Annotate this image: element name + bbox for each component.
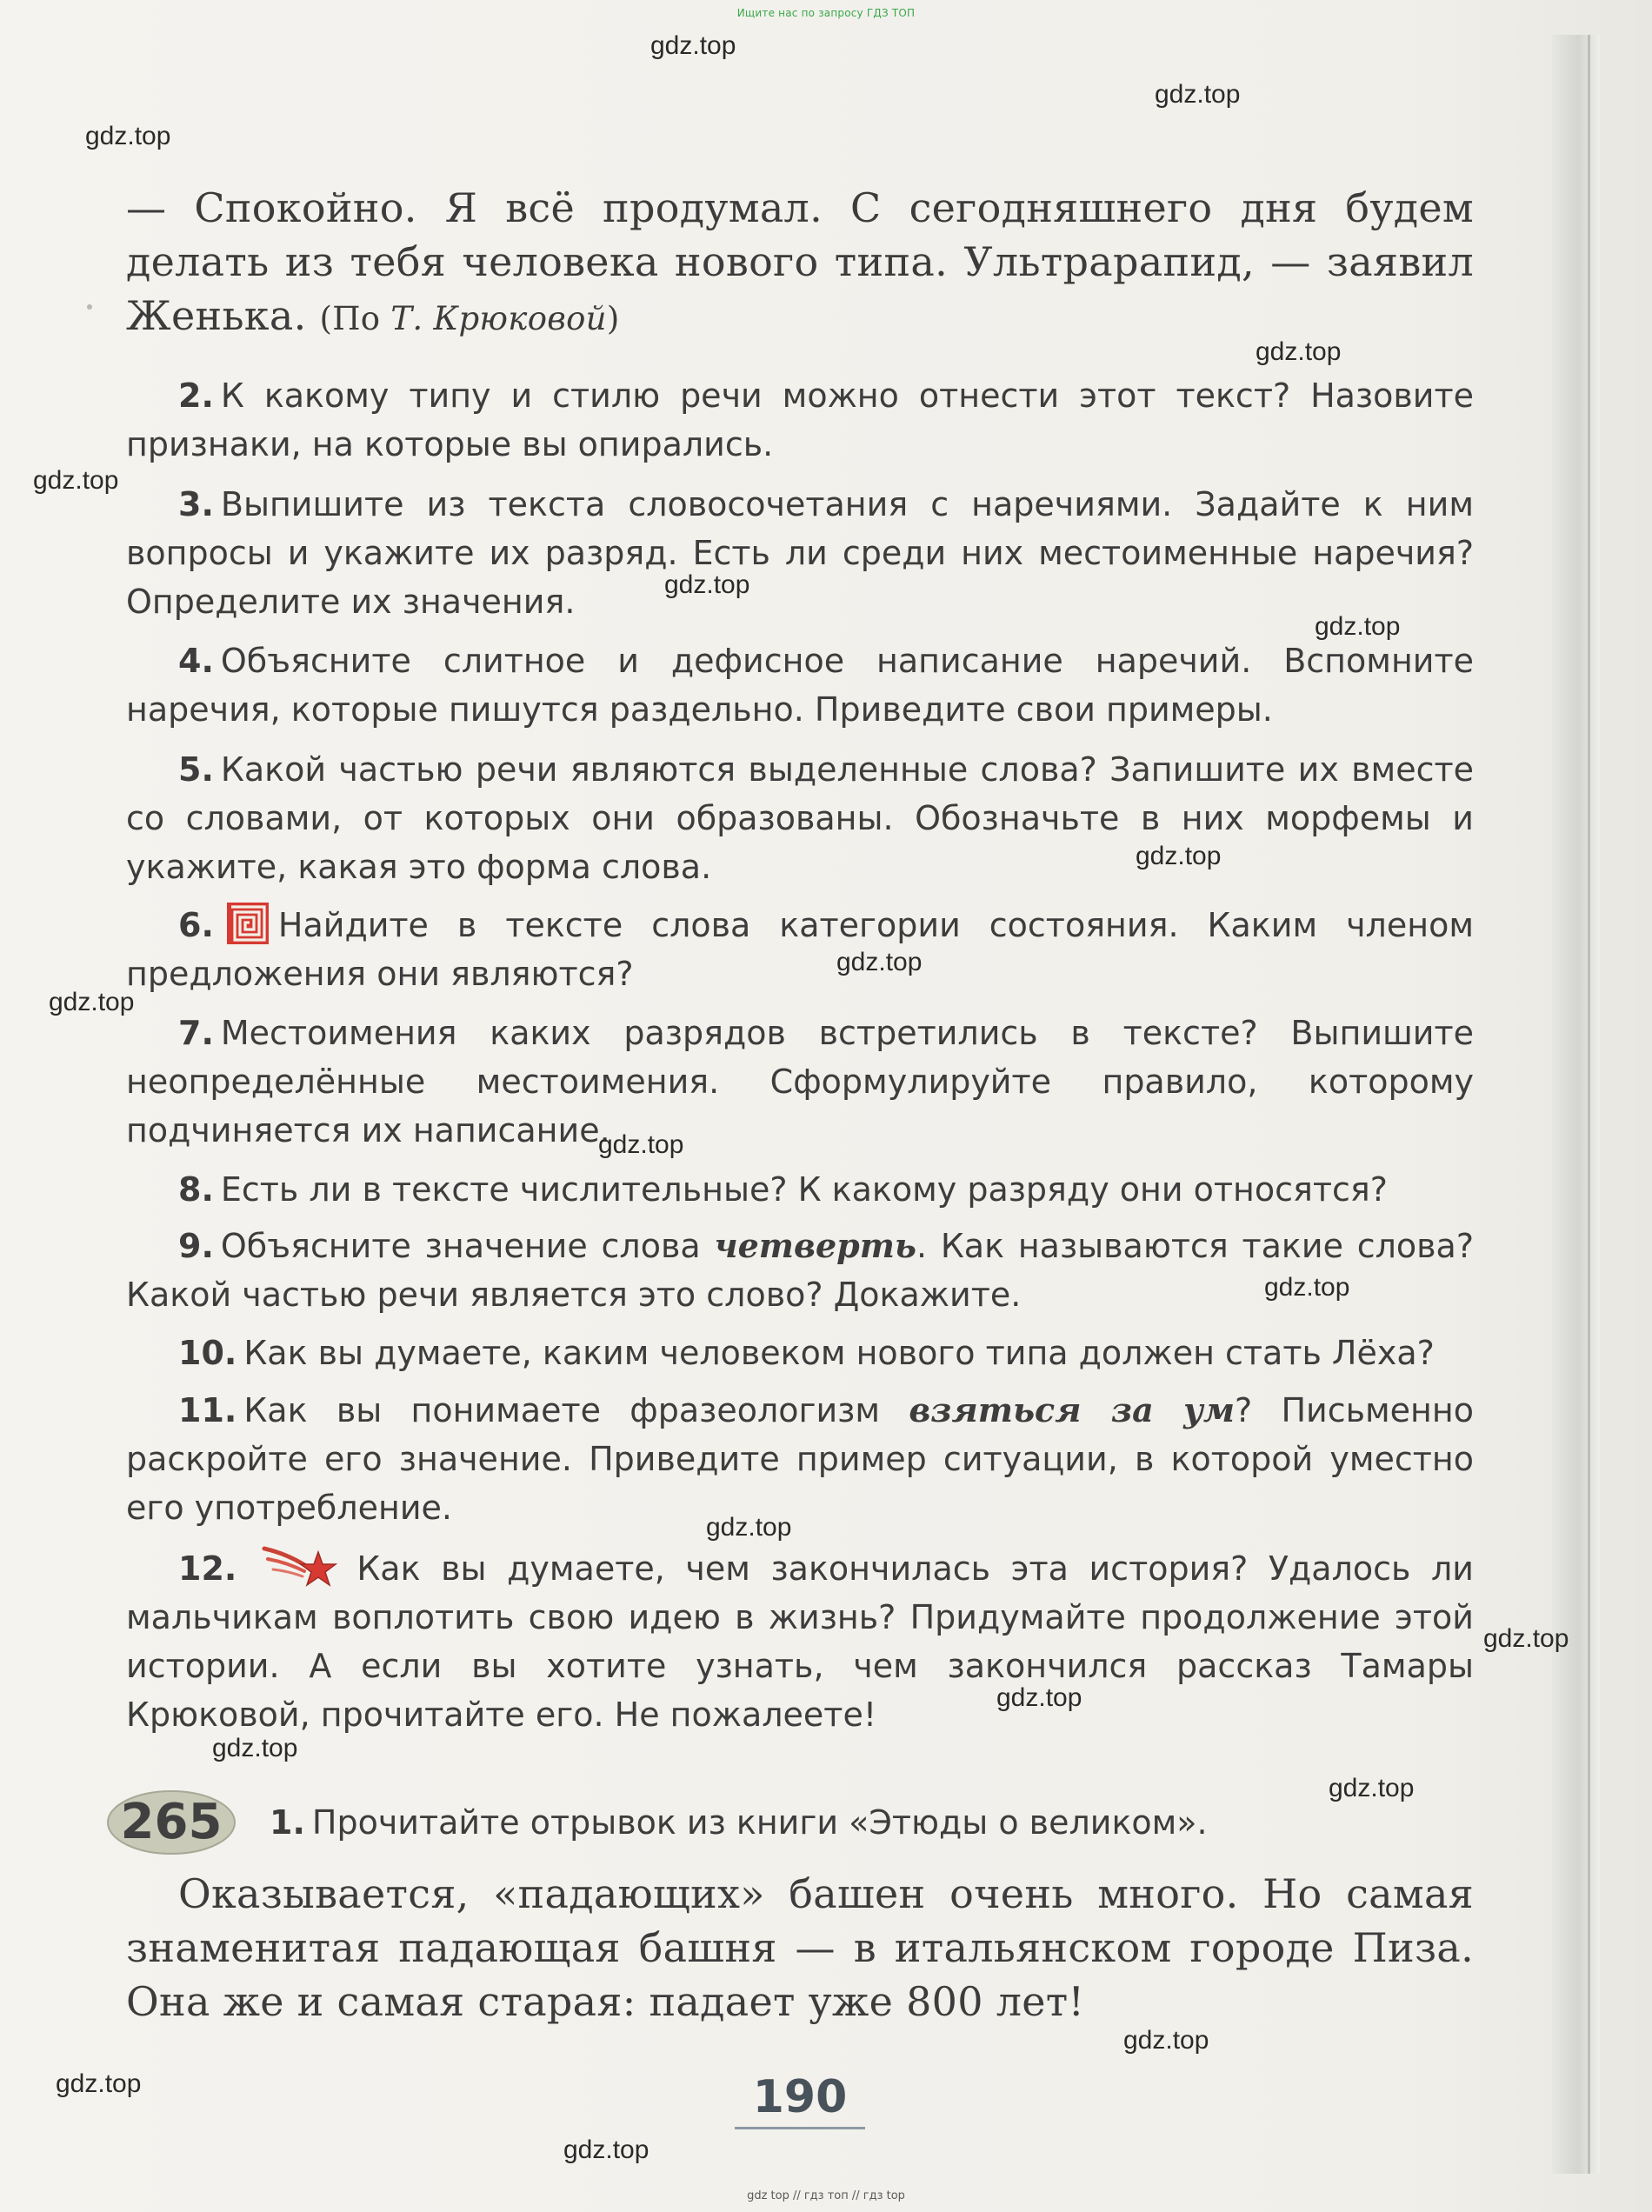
passage-author: Т. Крюковой <box>390 300 607 337</box>
watermark: gdz.top <box>212 1734 298 1762</box>
question-7 <box>126 1009 1474 1155</box>
question-number: 11. <box>178 1391 237 1429</box>
exercise-number: 265 <box>120 1794 223 1850</box>
story-passage <box>126 181 1474 346</box>
question-text: Какой частью речи являются выделенные слова? Запишите их вместе со словами, от которых они образованы. Обозначьте в них морфемы и укажите, какая это форма слова. <box>126 750 1474 886</box>
page-number-underline <box>735 2127 865 2129</box>
question-number: 10. <box>178 1334 237 1372</box>
watermark: gdz.top <box>650 31 736 60</box>
question-text: Выпишите из текста словосочетания с наречиями. Задайте к ним вопросы и укажите их разряд. Есть ли среди них местоименные наречия? Определите их значения. <box>126 485 1474 621</box>
question-text: К какому типу и стилю речи можно отнести этот текст? Назовите признаки, на которые вы опирались. <box>126 376 1474 463</box>
watermark: gdz.top <box>1123 2026 1209 2055</box>
emphasized-word: четверть <box>714 1226 916 1265</box>
question-text: Найдите в тексте слова категории состояния. Каким членом предложения они являются? <box>126 906 1474 993</box>
question-text: Как вы думаете, чем закончилась эта история? Удалось ли мальчикам воплотить свою идею в жизнь? Придумайте продолжение этой истории. А если вы хотите узнать, чем закончился рассказ Тамары Крюковой, прочитайте его. Не пожалеете! <box>126 1549 1474 1734</box>
question-number: 4. <box>178 642 214 680</box>
watermark: gdz.top <box>85 122 171 150</box>
scan-speck <box>87 304 92 310</box>
question-text: Объясните слитное и дефисное написание наречий. Вспомните наречия, которые пишутся раздельно. Приведите свои примеры. <box>126 642 1474 729</box>
question-number: 6. <box>178 906 214 944</box>
question-8 <box>126 1165 1474 1214</box>
watermark: gdz.top <box>706 1513 792 1542</box>
question-3 <box>126 480 1474 626</box>
question-number: 3. <box>178 485 214 523</box>
emphasized-phrase: взяться за ум <box>909 1390 1236 1429</box>
watermark: gdz.top <box>664 570 750 599</box>
watermark: gdz.top <box>598 1130 684 1159</box>
exercise-passage: Оказывается, «падающих» башен очень много. Но самая знаменитая падающая башня — в итальянском городе Пиза. Она же и самая старая: падает уже 800 лет! <box>126 1870 1474 2025</box>
question-number: 12. <box>178 1549 237 1588</box>
watermark: gdz.top <box>49 988 135 1016</box>
spine-edge <box>1588 35 1590 2174</box>
watermark: gdz.top <box>563 2135 649 2164</box>
task-text: Прочитайте отрывок из книги «Этюды о великом». <box>311 1803 1208 1842</box>
watermark: gdz.top <box>1136 842 1222 870</box>
watermark: gdz.top <box>1315 612 1401 641</box>
exercise-task <box>270 1803 1208 1842</box>
question-2 <box>126 371 1474 469</box>
question-number: 7. <box>178 1014 214 1052</box>
watermark: gdz.top <box>56 2069 142 2098</box>
question-4 <box>126 636 1474 734</box>
question-6 <box>126 901 1474 998</box>
header-note: Ищите нас по запросу ГДЗ ТОП <box>736 7 916 19</box>
question-12 <box>126 1542 1474 1739</box>
question-number: 9. <box>178 1227 214 1265</box>
question-10 <box>126 1329 1474 1377</box>
question-number: 8. <box>178 1170 214 1209</box>
maze-icon <box>226 902 270 945</box>
task-number: 1. <box>270 1803 305 1842</box>
question-9: 9. Объясните значение слова четверть. Как называются такие слова? Какой частью речи является это слово? Докажите. <box>126 1226 1475 1314</box>
watermark: gdz.top <box>1256 337 1342 366</box>
watermark: gdz.top <box>996 1683 1082 1712</box>
comet-icon <box>261 1542 341 1592</box>
watermark: gdz.top <box>1329 1774 1415 1802</box>
question-5 <box>126 745 1474 891</box>
question-number: 5. <box>178 750 214 789</box>
question-text: Есть ли в тексте числительные? К какому разряду они относятся? <box>220 1170 1388 1209</box>
question-11: 11. Как вы понимаете фразеологизм взяться за ум? Письменно раскройте его значение. Приведите пример ситуации, в которой уместно его употребление. <box>126 1390 1475 1527</box>
footer-note: gdz top // гдз топ // гдз top <box>747 2189 905 2202</box>
question-number: 2. <box>178 376 214 415</box>
watermark: gdz.top <box>836 948 923 976</box>
question-text: Местоимения каких разрядов встретились в тексте? Выпишите неопределённые местоимения. Сформулируйте правило, которому подчиняется их написание. <box>126 1014 1474 1149</box>
passage-quote: — Спокойно. Я всё продумал. С сегодняшнего дня будем делать из тебя человека нового типа. Ультрарапид, — заявил Женька. <box>126 184 1474 339</box>
watermark: gdz.top <box>1155 80 1241 109</box>
watermark: gdz.top <box>1483 1624 1569 1653</box>
question-text: Как вы думаете, каким человеком нового типа должен стать Лёха? <box>243 1334 1435 1372</box>
book-spine <box>1552 35 1600 2174</box>
watermark: gdz.top <box>1264 1273 1350 1302</box>
passage-source: (По Т. Крюковой) <box>319 300 620 337</box>
page-number: 190 <box>752 2071 848 2123</box>
watermark: gdz.top <box>33 466 119 495</box>
